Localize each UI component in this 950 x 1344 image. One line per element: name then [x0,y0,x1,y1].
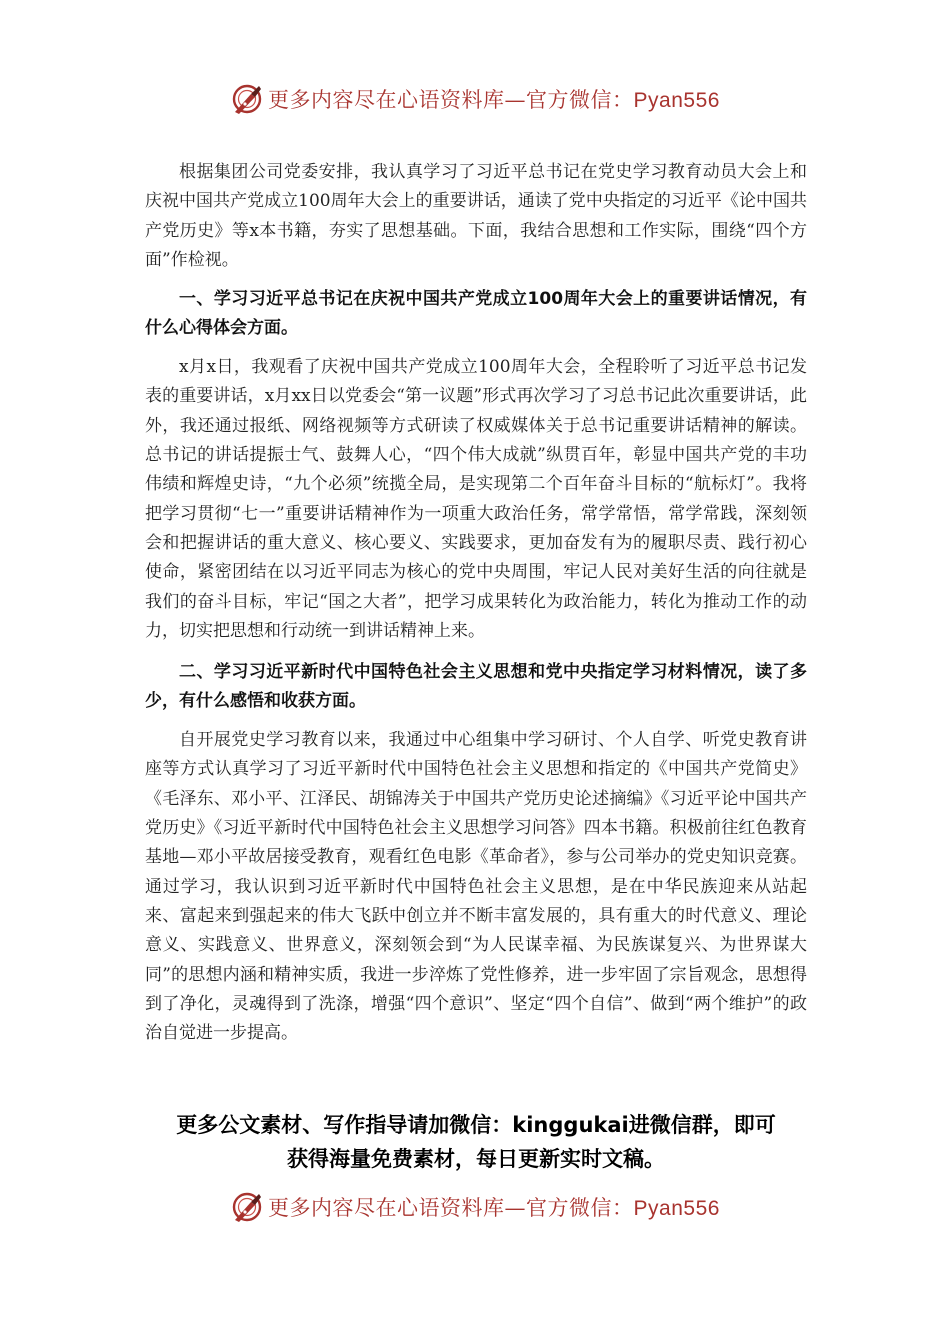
footer-banner [0,1190,950,1224]
wechat-handle: Pyan556 [633,1197,720,1220]
banner-text: 更多内容尽在心语资料库—官方微信：Pyan556 [268,88,720,112]
section-2-heading: 二、学习习近平新时代中国特色社会主义思想和党中央指定学习材料情况，读了多少，有什么感悟和收获方面。 [145,662,807,712]
pen-nib-logo-icon [230,82,264,116]
section-1-heading: 一、学习习近平总书记在庆祝中国共产党成立100周年大会上的重要讲话情况，有什么心得体会方面。 [145,289,807,339]
promo-note [145,1108,807,1176]
section-2-body: 自开展党史学习教育以来，我通过中心组集中学习研讨、个人自学、听党史教育讲座等方式认真学习了习近平新时代中国特色社会主义思想和指定的《中国共产党简史》《毛泽东、邓小平、江泽民、胡锦涛关于中国共产党历史论述摘编》《习近平论中国共产党历史》《习近平新时代中国特色社会主义思想学习问答》四本书籍。积极前往红色教育基地—邓小平故居接受教育，观看红色电影《革命者》，参与公司举办的党史知识竞赛。通过学习，我认识到习近平新时代中国特色社会主义思想，是在中华民族迎来从站起来、富起来到强起来的伟大飞跃中创立并不断丰富发展的，具有重大的时代意义、理论意义、实践意义、世界意义，深刻领会到“为人民谋幸福、为民族谋复兴、为世界谋大同”的思想内涵和精神实质，我进一步淬炼了党性修养，进一步牢固了宗旨观念，思想得到了净化，灵魂得到了洗涤，增强“四个意识”、坚定“四个自信”、做到“两个维护”的政治自觉进一步提高。 [145,730,807,1044]
promo-line-2: 获得海量免费素材，每日更新实时文稿。 [287,1147,665,1171]
intro-paragraph: 根据集团公司党委安排，我认真学习了习近平总书记在党史学习教育动员大会上和庆祝中国共产党成立100周年大会上的重要讲话，通读了党中央指定的习近平《论中国共产党历史》等x本书籍，夯实了思想基础。下面，我结合思想和工作实际，围绕“四个方面”作检视。 [145,162,807,270]
document-body [145,158,807,1048]
banner-text: 更多内容尽在心语资料库—官方微信：Pyan556 [268,1196,720,1220]
pen-nib-logo-icon [230,1190,264,1224]
header-banner [0,82,950,116]
promo-line-1: 更多公文素材、写作指导请加微信：kinggukai进微信群，即可 [176,1113,776,1137]
section-1-body: x月x日，我观看了庆祝中国共产党成立100周年大会，全程聆听了习近平总书记发表的重要讲话，x月xx日以党委会“第一议题”形式再次学习了习总书记此次重要讲话，此外，我还通过报纸、网络视频等方式研读了权威媒体关于总书记重要讲话精神的解读。总书记的讲话提振士气、鼓舞人心，“四个伟大成就”纵贯百年，彰显中国共产党的丰功伟绩和辉煌史诗，“九个必须”统揽全局，是实现第二个百年奋斗目标的“航标灯”。我将把学习贯彻“七一”重要讲话精神作为一项重大政治任务，常学常悟，常学常践，深刻领会和把握讲话的重大意义、核心要义、实践要求，更加奋发有为的履职尽责、践行初心使命，紧密团结在以习近平同志为核心的党中央周围，牢记人民对美好生活的向往就是我们的奋斗目标，牢记“国之大者”，把学习成果转化为政治能力，转化为推动工作的动力，切实把思想和行动统一到讲话精神上来。 [145,357,807,641]
wechat-handle: Pyan556 [633,89,720,112]
